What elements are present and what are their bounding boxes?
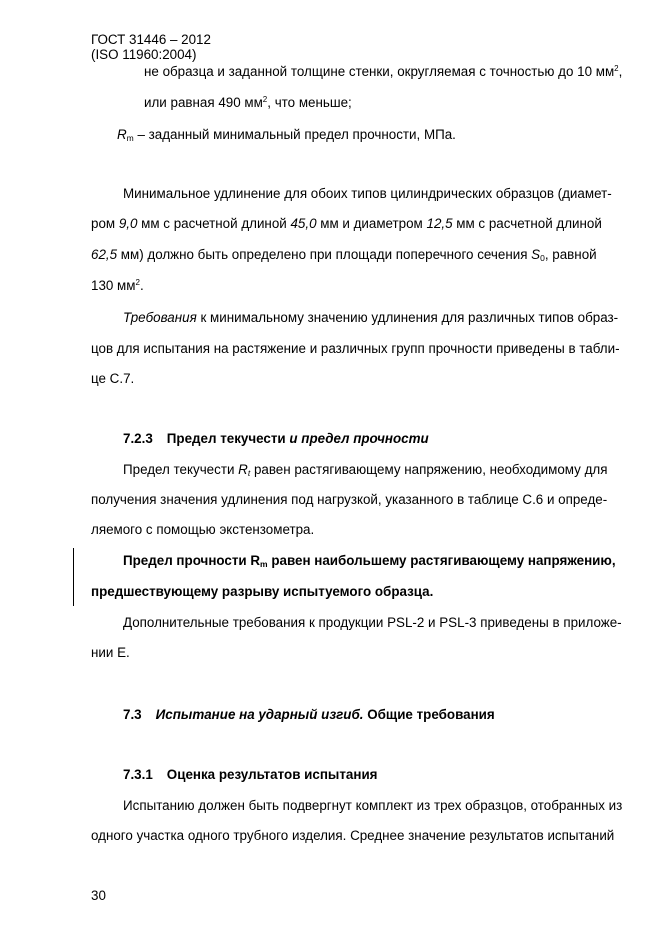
paragraph-line: Предел текучести $R_t$ равен растягивающему напряжению, необходимому для (123, 462, 608, 478)
paragraph-line: предшествующему разрыву испытуемого образца. (91, 584, 434, 599)
paragraph-line: получения значения удлинения под нагрузкой, указанного в таблице С.6 и опреде- (91, 492, 608, 507)
page-number: 30 (91, 888, 106, 903)
paragraph-line: Дополнительные требования к продукции PSL-2 и PSL-3 приведены в приложе- (123, 615, 622, 630)
paragraph-line: ром 9,0 мм с расчетной длиной 45,0 мм и диаметром 12,5 мм с расчетной длиной (91, 216, 602, 231)
document-header-iso: (ISO 11960:2004) (91, 47, 197, 62)
paragraph-line: Минимальное удлинение для обоих типов цилиндрических образцов (диамет- (123, 186, 612, 201)
change-bar (73, 548, 74, 606)
section-heading-7-2-3: 7.2.3 Предел текучести и предел прочности (123, 431, 429, 446)
paragraph-line: нии Е. (91, 645, 130, 660)
section-heading-7-3-1: 7.3.1 Оценка результатов испытания (123, 767, 378, 782)
paragraph-line: 130 $мм^2$. (91, 278, 144, 293)
paragraph-line: 62,5 мм) должно быть определено при площади поперечного сечения $S_0$, равной (91, 247, 597, 263)
paragraph-line: одного участка одного трубного изделия. Среднее значение результатов испытаний (91, 828, 615, 843)
paragraph-line: це С.7. (91, 371, 135, 386)
section-heading-7-3: 7.3 Испытание на ударный изгиб. Общие требования (123, 707, 495, 722)
paragraph-line: ляемого с помощью экстензометра. (91, 522, 315, 537)
paragraph-line: Предел прочности $R_m$ равен наибольшему растягивающему напряжению, (123, 553, 616, 569)
paragraph-line: Требования к минимальному значению удлинения для различных типов образ- (123, 310, 619, 325)
text-line: не образца и заданной толщине стенки, округляемая с точностью до 10 $мм^2$, (144, 64, 623, 79)
document-header-standard: ГОСТ 31446 – 2012 (91, 32, 211, 47)
symbol-definition-rm: $R_m$ – заданный минимальный предел прочности, МПа. (117, 127, 456, 143)
paragraph-line: цов для испытания на растяжение и различных групп прочности приведены в табли- (91, 341, 620, 356)
text-line: или равная 490 $мм^2$, что меньше; (144, 95, 352, 110)
paragraph-line: Испытанию должен быть подвергнут комплект из трех образцов, отобранных из (123, 798, 623, 813)
